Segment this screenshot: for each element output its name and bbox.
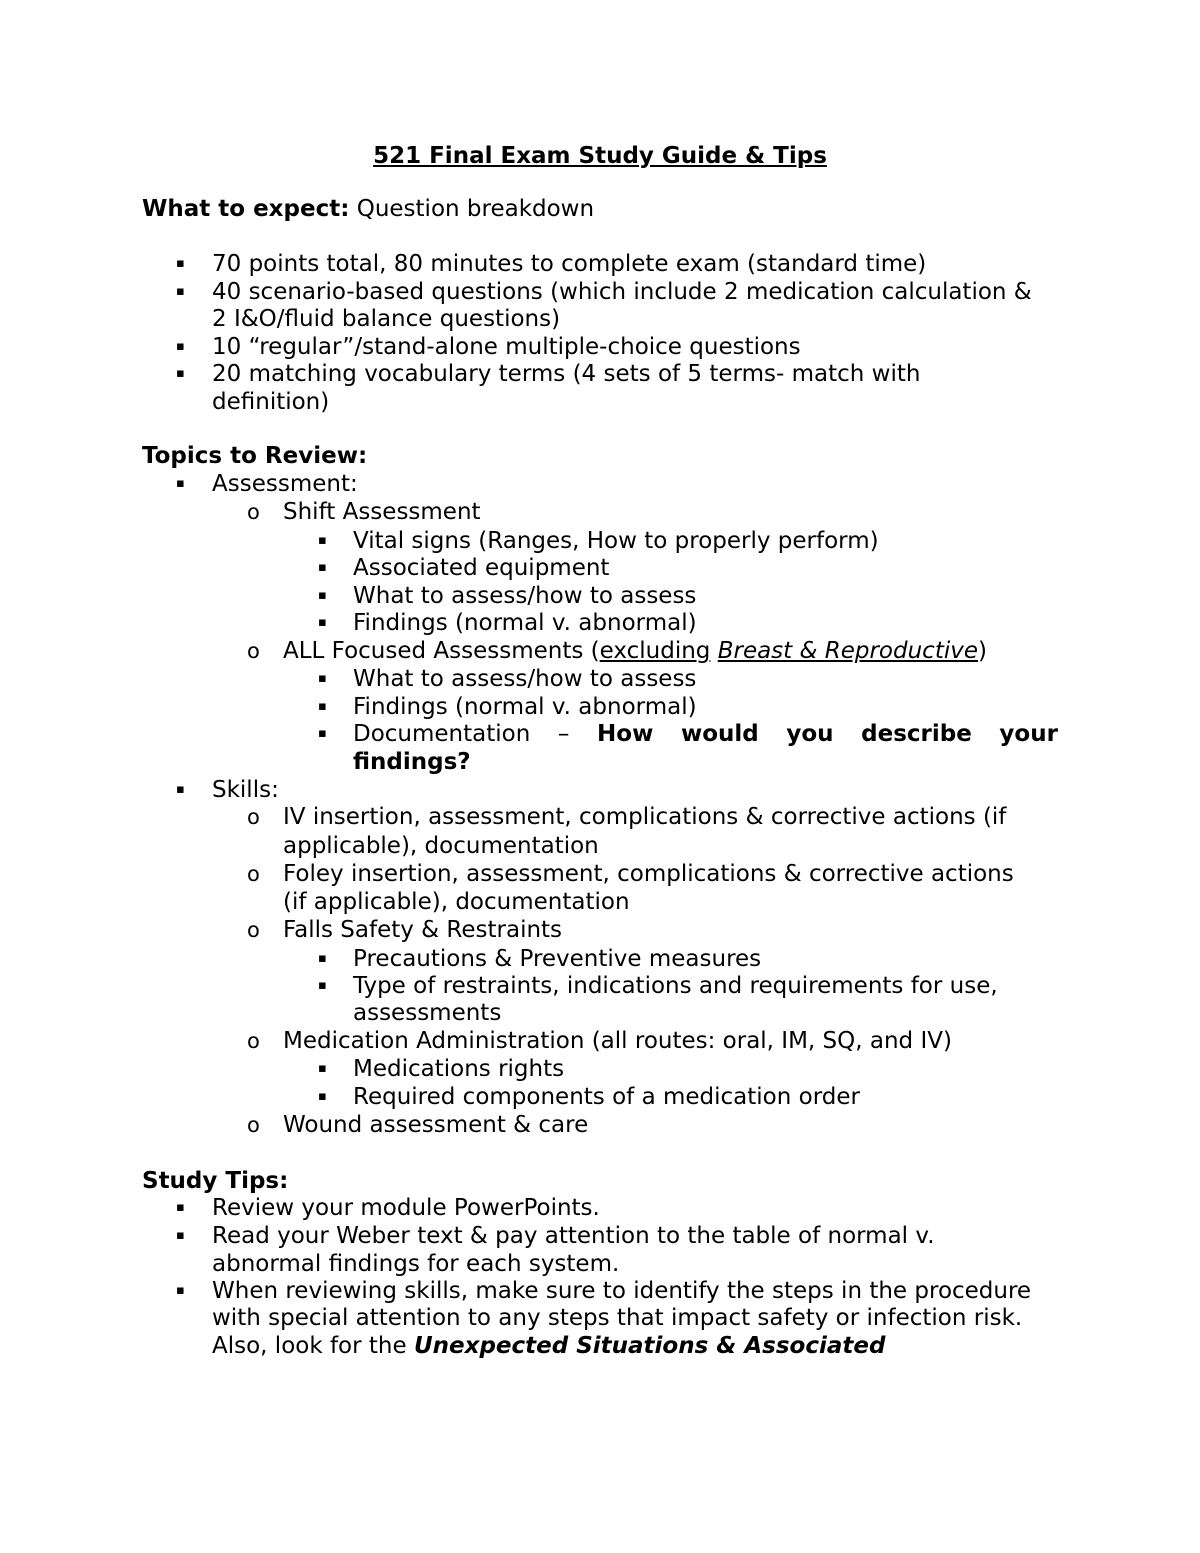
doc-word: would [680,721,759,747]
topic-skills: Skills: [212,777,279,803]
expect-item: 20 matching vocabulary terms (4 sets of 5 terms- match with [212,361,921,387]
topic-focused [283,637,987,665]
circle-bullet-icon: o [247,862,260,886]
skill-iv: IV insertion, assessment, complications & corrective actions (if [283,804,1007,830]
tip-item-cont: with special attention to any steps that impact safety or infection risk. [212,1305,1023,1331]
tip-text: Also, look for the [212,1333,407,1359]
tip-item-cont: abnormal findings for each system. [212,1251,620,1277]
falls-item: Precautions & Preventive measures [353,946,762,972]
bullet-icon: ▪ [176,782,185,797]
expect-line [142,195,594,223]
med-item: Required components of a medication order [353,1084,860,1110]
tips-heading: Study Tips: [142,1168,289,1194]
bullet-icon: ▪ [318,533,327,548]
expect-item: 40 scenario-based questions (which include 2 medication calculation & [212,279,1032,305]
circle-bullet-icon: o [247,1029,260,1053]
skill-foley-cont: (if applicable), documentation [283,889,630,915]
bullet-icon: ▪ [176,366,185,381]
skill-medication: Medication Administration (all routes: oral, IM, SQ, and IV) [283,1028,952,1054]
bullet-icon: ▪ [318,1089,327,1104]
bullet-icon: ▪ [176,1283,185,1298]
skill-foley: Foley insertion, assessment, complications & corrective actions [283,861,1014,887]
bullet-icon: ▪ [318,671,327,686]
tip-item: Read your Weber text & pay attention to the table of normal v. [212,1223,935,1249]
tip-item: When reviewing skills, make sure to identify the steps in the procedure [212,1278,1032,1304]
focused-post: ) [978,638,987,664]
skill-falls: Falls Safety & Restraints [283,917,563,943]
bullet-icon: ▪ [176,256,185,271]
tip-emphasis: Unexpected Situations & Associated [413,1333,886,1359]
topic-shift: Shift Assessment [283,499,481,525]
expect-item: 10 “regular”/stand-alone multiple-choice questions [212,334,801,360]
bullet-icon: ▪ [176,476,185,491]
doc-word: your [999,721,1058,747]
focused-item: What to assess/how to assess [353,666,697,692]
focused-item: Findings (normal v. abnormal) [353,694,697,720]
doc-dash: – [557,721,570,747]
focused-pre: ALL Focused Assessments ( [283,638,600,664]
doc-word: you [786,721,834,747]
bullet-icon: ▪ [318,560,327,575]
expect-text: Question breakdown [356,196,595,222]
doc-word: describe [861,721,972,747]
bullet-icon: ▪ [318,951,327,966]
circle-bullet-icon: o [247,1113,260,1137]
circle-bullet-icon: o [247,639,260,663]
topic-assessment: Assessment: [212,471,358,497]
topics-heading: Topics to Review: [142,443,368,469]
bullet-icon: ▪ [318,588,327,603]
bullet-icon: ▪ [318,699,327,714]
bullet-icon: ▪ [176,1200,185,1215]
expect-item-cont: definition) [212,389,330,415]
bullet-icon: ▪ [318,978,327,993]
skill-iv-cont: applicable), documentation [283,833,599,859]
circle-bullet-icon: o [247,805,260,829]
tip-item-cont [212,1332,885,1360]
doc-label: Documentation [353,721,531,747]
tip-item: Review your module PowerPoints. [212,1195,600,1221]
med-item: Medications rights [353,1056,565,1082]
skill-wound: Wound assessment & care [283,1112,589,1138]
page-title: 521 Final Exam Study Guide & Tips [373,143,827,169]
shift-item: Associated equipment [353,555,610,581]
circle-bullet-icon: o [247,500,260,524]
shift-item: Findings (normal v. abnormal) [353,610,697,636]
focused-excluding: excluding [599,638,711,664]
documentation-line [353,720,1058,748]
expect-item: 70 points total, 80 minutes to complete exam (standard time) [212,251,927,277]
expect-label: What to expect: [142,196,350,222]
doc-word: How [597,721,654,747]
falls-item: Type of restraints, indications and requirements for use, [353,973,998,999]
bullet-icon: ▪ [176,1228,185,1243]
shift-item: Vital signs (Ranges, How to properly perform) [353,528,879,554]
shift-item: What to assess/how to assess [353,583,697,609]
bullet-icon: ▪ [318,615,327,630]
expect-item-cont: 2 I&O/fluid balance questions) [212,306,561,332]
bullet-icon: ▪ [318,726,327,741]
bullet-icon: ▪ [176,284,185,299]
circle-bullet-icon: o [247,918,260,942]
bullet-icon: ▪ [318,1061,327,1076]
focused-emphasis: Breast & Reproductive [717,638,978,664]
falls-item-cont: assessments [353,1000,502,1026]
doc-cont: findings? [353,749,471,775]
bullet-icon: ▪ [176,339,185,354]
